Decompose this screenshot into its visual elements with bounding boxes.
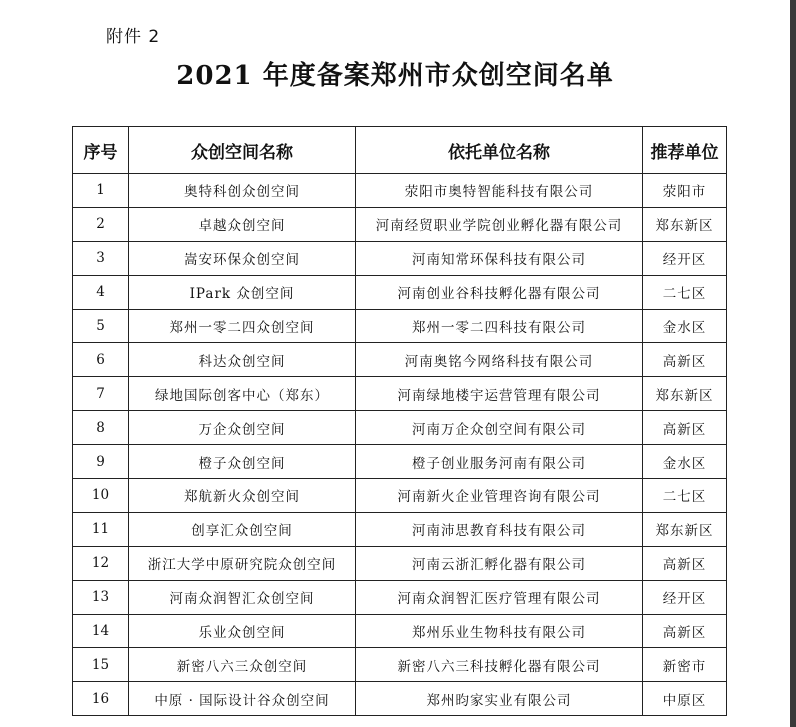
cell-index: 6 [73,343,129,377]
cell-host-org: 河南绿地楼宇运营管理有限公司 [356,377,643,411]
cell-host-org: 郑州一零二四科技有限公司 [356,309,643,343]
table-row [73,377,727,411]
cell-recommender: 新密市 [643,648,727,682]
cell-space-name: 浙江大学中原研究院众创空间 [129,546,356,580]
table-row [73,445,727,479]
cell-space-name: 郑州一零二四众创空间 [129,309,356,343]
cell-index: 5 [73,309,129,343]
cell-recommender: 经开区 [643,241,727,275]
header-recommender: 推荐单位 [643,127,727,174]
cell-index: 3 [73,241,129,275]
cell-recommender: 高新区 [643,411,727,445]
cell-index: 1 [73,174,129,208]
header-index: 序号 [73,127,129,174]
table-body [73,174,727,716]
cell-index: 13 [73,580,129,614]
cell-space-name: 绿地国际创客中心（郑东） [129,377,356,411]
cell-space-name: 奥特科创众创空间 [129,174,356,208]
cell-recommender: 二七区 [643,275,727,309]
cell-index: 9 [73,445,129,479]
cell-host-org: 河南云浙汇孵化器有限公司 [356,546,643,580]
cell-host-org: 河南创业谷科技孵化器有限公司 [356,275,643,309]
cell-index: 2 [73,207,129,241]
table-row [73,174,727,208]
table-header-row [73,127,727,174]
cell-host-org: 橙子创业服务河南有限公司 [356,445,643,479]
cell-space-name: 乐业众创空间 [129,614,356,648]
cell-space-name: 卓越众创空间 [129,207,356,241]
header-space-name: 众创空间名称 [129,127,356,174]
cell-index: 16 [73,682,129,716]
cell-recommender: 金水区 [643,309,727,343]
cell-index: 10 [73,479,129,513]
cell-space-name: IPark 众创空间 [129,275,356,309]
cell-index: 12 [73,546,129,580]
cell-host-org: 河南众润智汇医疗管理有限公司 [356,580,643,614]
table-row [73,546,727,580]
page-edge [790,0,796,727]
cell-space-name: 橙子众创空间 [129,445,356,479]
cell-recommender: 经开区 [643,580,727,614]
table-row [73,275,727,309]
cell-host-org: 河南沛思教育科技有限公司 [356,512,643,546]
cell-host-org: 荥阳市奥特智能科技有限公司 [356,174,643,208]
cell-space-name: 郑航新火众创空间 [129,479,356,513]
document-title: 2021 年度备案郑州市众创空间名单 [176,61,614,91]
cell-host-org: 河南经贸职业学院创业孵化器有限公司 [356,207,643,241]
cell-host-org: 河南奥铭今网络科技有限公司 [356,343,643,377]
cell-host-org: 河南新火企业管理咨询有限公司 [356,479,643,513]
table-row [73,309,727,343]
cell-space-name: 河南众润智汇众创空间 [129,580,356,614]
cell-index: 15 [73,648,129,682]
cell-recommender: 郑东新区 [643,512,727,546]
cell-recommender: 郑东新区 [643,207,727,241]
table-row [73,512,727,546]
cell-host-org: 河南万企众创空间有限公司 [356,411,643,445]
cell-host-org: 新密八六三科技孵化器有限公司 [356,648,643,682]
cell-host-org: 郑州昀家实业有限公司 [356,682,643,716]
cell-recommender: 二七区 [643,479,727,513]
table-row [73,241,727,275]
cell-index: 4 [73,275,129,309]
cell-index: 7 [73,377,129,411]
cell-space-name: 新密八六三众创空间 [129,648,356,682]
cell-space-name: 创享汇众创空间 [129,512,356,546]
cell-space-name: 中原 · 国际设计谷众创空间 [129,682,356,716]
table-row [73,343,727,377]
table-row [73,682,727,716]
cell-recommender: 荥阳市 [643,174,727,208]
cell-space-name: 万企众创空间 [129,411,356,445]
space-list-table [72,126,727,716]
table-row [73,648,727,682]
cell-host-org: 河南知常环保科技有限公司 [356,241,643,275]
attachment-label: 附件 2 [106,27,161,47]
cell-recommender: 高新区 [643,546,727,580]
cell-recommender: 金水区 [643,445,727,479]
cell-index: 14 [73,614,129,648]
cell-recommender: 高新区 [643,343,727,377]
cell-space-name: 嵩安环保众创空间 [129,241,356,275]
table-row [73,580,727,614]
table-row [73,411,727,445]
table-row [73,207,727,241]
cell-recommender: 郑东新区 [643,377,727,411]
table-row [73,614,727,648]
cell-recommender: 中原区 [643,682,727,716]
cell-space-name: 科达众创空间 [129,343,356,377]
table-row [73,479,727,513]
cell-index: 8 [73,411,129,445]
cell-index: 11 [73,512,129,546]
header-host-org: 依托单位名称 [356,127,643,174]
cell-host-org: 郑州乐业生物科技有限公司 [356,614,643,648]
cell-recommender: 高新区 [643,614,727,648]
